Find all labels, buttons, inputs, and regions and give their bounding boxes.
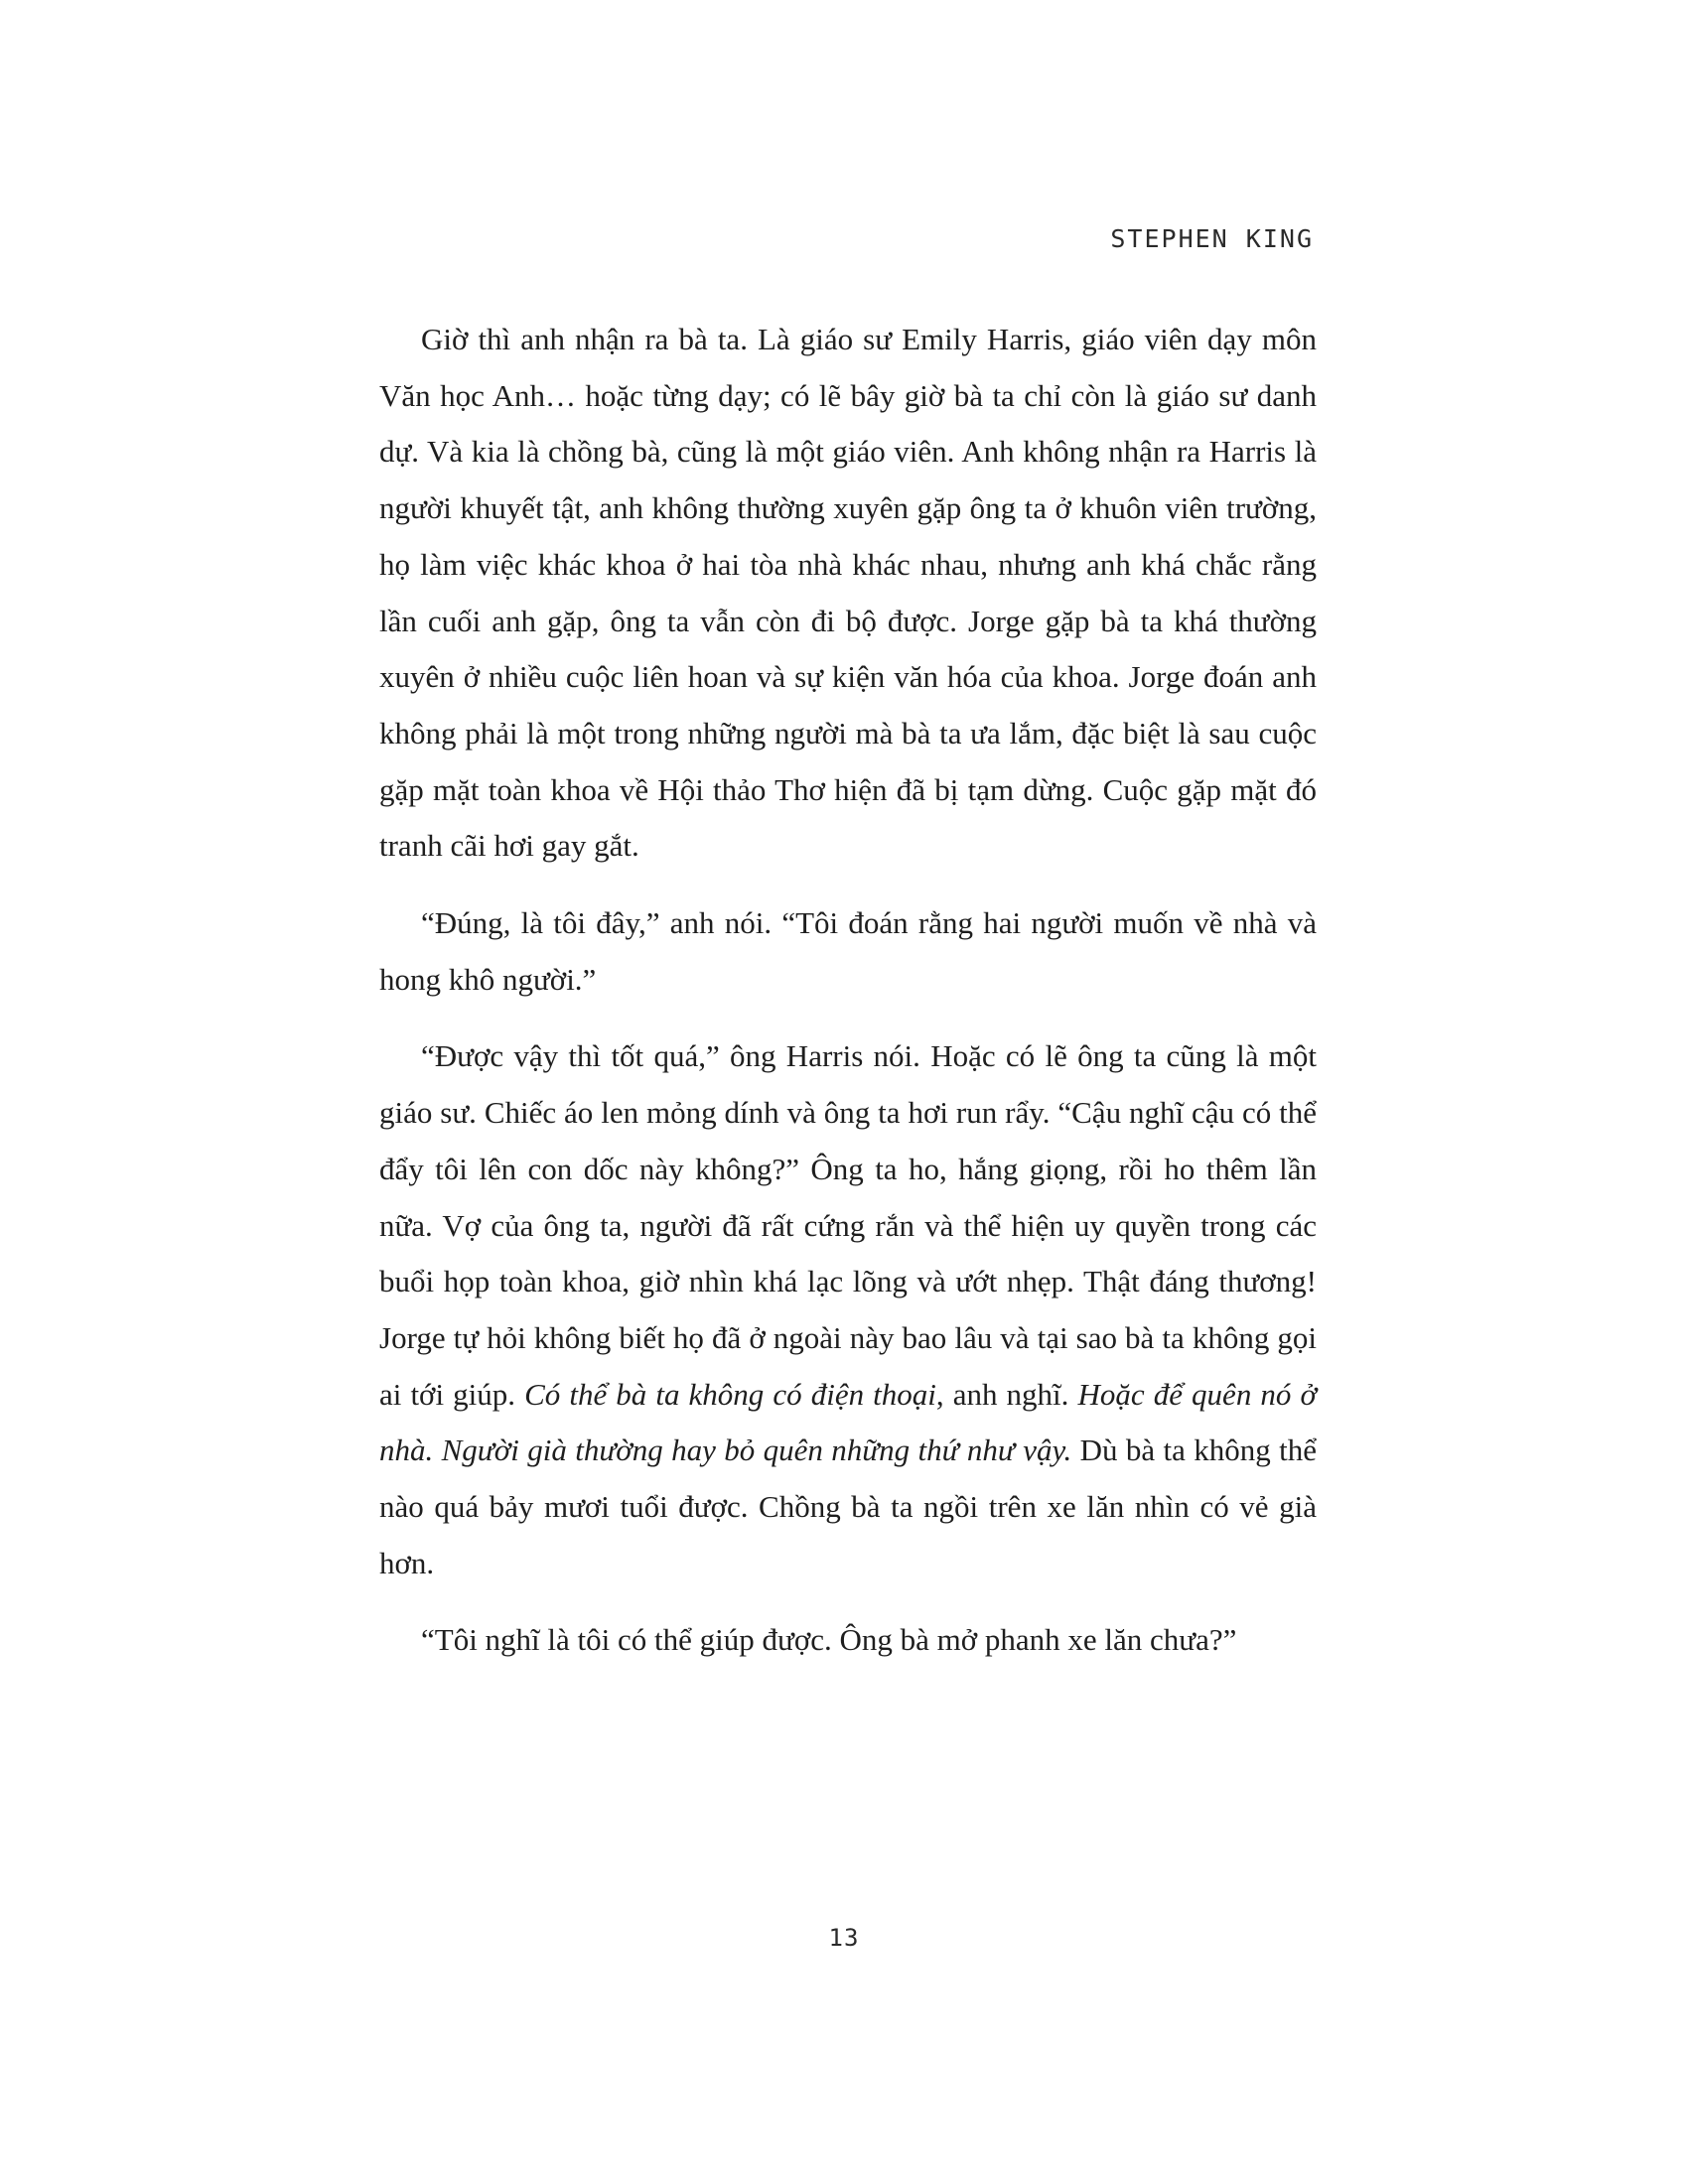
paragraph-3-text-c: Dù bà ta không thể nào quá bảy mươi tuổi được. Chồng bà ta ngồi trên xe lăn nhìn có vẻ già hơn.: [379, 1433, 1317, 1580]
paragraph-3-italic-thought-1: Có thể bà ta không có điện thoại: [524, 1376, 936, 1412]
body-text: [379, 312, 1317, 1669]
paragraph-1: Giờ thì anh nhận ra bà ta. Là giáo sư Emily Harris, giáo viên dạy môn Văn học Anh… hoặc từng dạy; có lẽ bây giờ bà ta chỉ còn là giáo sư danh dự. Và kia là chồng bà, cũng là một giáo viên. Anh không nhận ra Harris là người khuyết tật, anh không thường xuyên gặp ông ta ở khuôn viên trường, họ làm việc khác khoa ở hai tòa nhà khác nhau, nhưng anh khá chắc rằng lần cuối anh gặp, ông ta vẫn còn đi bộ được. Jorge gặp bà ta khá thường xuyên ở nhiều cuộc liên hoan và sự kiện văn hóa của khoa. Jorge đoán anh không phải là một trong những người mà bà ta ưa lắm, đặc biệt là sau cuộc gặp mặt toàn khoa về Hội thảo Thơ hiện đã bị tạm dừng. Cuộc gặp mặt đó tranh cãi hơi gay gắt.: [379, 322, 1317, 864]
paragraph-3-text-a: “Được vậy thì tốt quá,” ông Harris nói. Hoặc có lẽ ông ta cũng là một giáo sư. Chiếc áo len mỏng dính và ông ta hơi run rẩy. “Cậu nghĩ cậu có thể đẩy tôi lên con dốc này không?” Ông ta ho, hắng giọng, rồi ho thêm lần nữa. Vợ của ông ta, người đã rất cứng rắn và thể hiện uy quyền trong các buổi họp toàn khoa, giờ nhìn khá lạc lõng và ướt nhẹp. Thật đáng thương! Jorge tự hỏi không biết họ đã ở ngoài này bao lâu và tại sao bà ta không gọi ai tới giúp.: [379, 1038, 1317, 1412]
paragraph-3-text-b: , anh nghĩ.: [935, 1376, 1078, 1412]
paragraph-4: “Tôi nghĩ là tôi có thể giúp được. Ông bà mở phanh xe lăn chưa?”: [421, 1622, 1237, 1658]
paragraph-3: [379, 1028, 1317, 1591]
paragraph-3-italic-thought-2: Hoặc để quên nó ở nhà. Người già thường hay bỏ quên những thứ như vậy.: [379, 1376, 1318, 1468]
page-number: 13: [828, 1924, 860, 1952]
paragraph-2: “Đúng, là tôi đây,” anh nói. “Tôi đoán rằng hai người muốn về nhà và hong khô người.”: [379, 905, 1317, 997]
running-head-author: STEPHEN KING: [1110, 224, 1314, 253]
